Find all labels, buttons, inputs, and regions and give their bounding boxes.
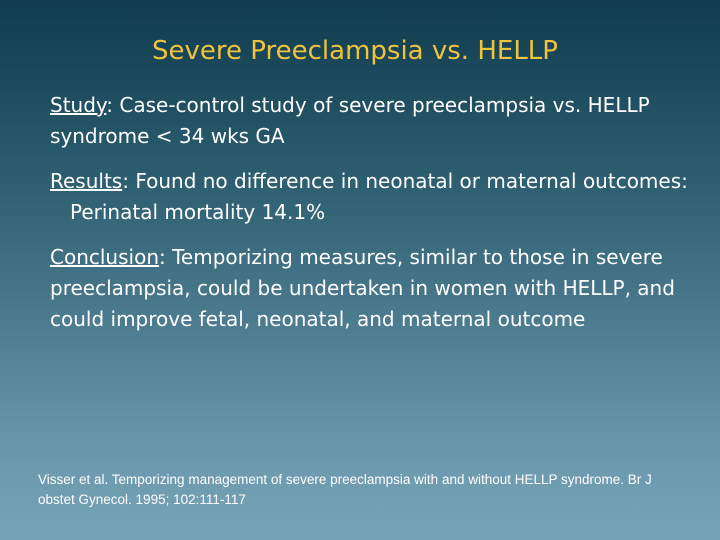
study-text: : Case-control study of severe preeclampsia vs. HELLP syndrome < 34 wks GA — [50, 93, 650, 148]
results-label: Results — [50, 169, 123, 193]
results-text: : Found no difference in neonatal or maternal outcomes: — [122, 169, 688, 193]
conclusion-paragraph — [50, 242, 690, 335]
slide-body — [50, 90, 690, 349]
perinatal-mortality-text: Perinatal mortality 14.1% — [70, 200, 326, 224]
study-paragraph — [50, 90, 690, 152]
conclusion-label: Conclusion — [50, 245, 159, 269]
conclusion-text: : Temporizing measures, similar to those in severe preeclampsia, could be undertaken in women with HELLP, and could improve fetal, neonatal, and maternal outcome — [50, 245, 675, 331]
results-paragraph — [50, 166, 690, 228]
citation: Visser et al. Temporizing management of severe preeclampsia with and without HELLP syndrome. Br J obstet Gynecol. 1995; 102:111-117 — [38, 472, 652, 507]
slide-title: Severe Preeclampsia vs. HELLP — [152, 36, 558, 66]
study-label: Study — [50, 93, 107, 117]
